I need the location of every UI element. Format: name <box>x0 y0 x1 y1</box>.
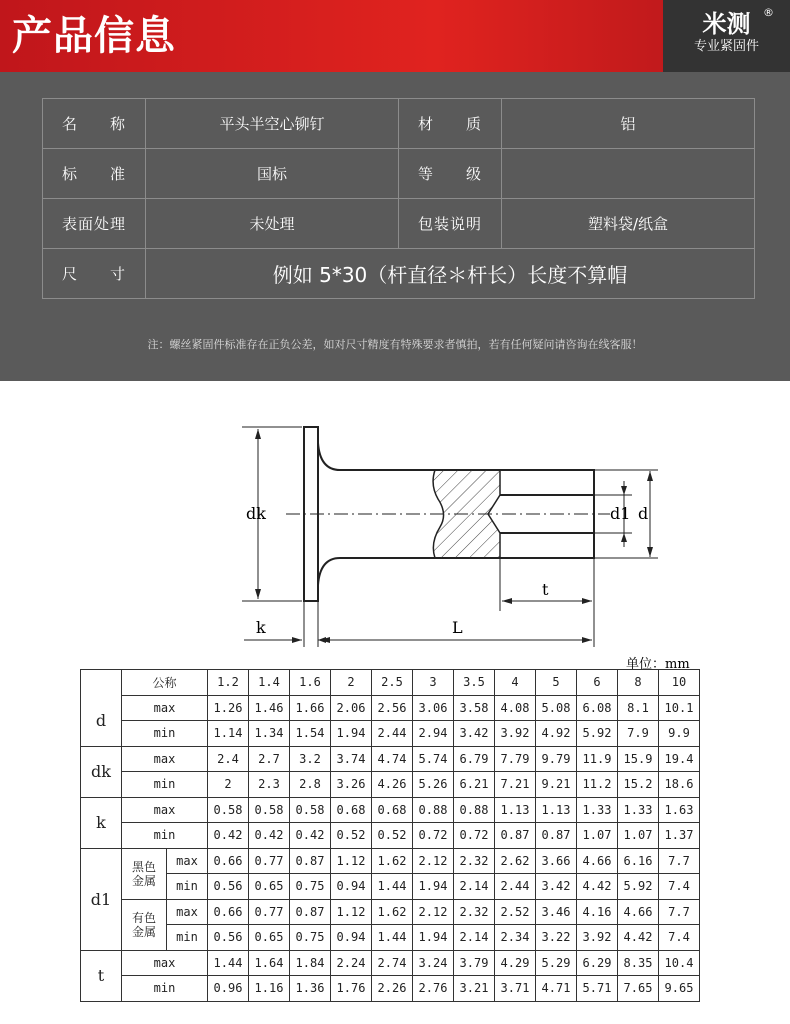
spec-row <box>43 99 755 149</box>
nominal-cell: 1.2 <box>208 670 249 696</box>
value-cell: 7.65 <box>618 976 659 1002</box>
spec-value: 未处理 <box>146 199 399 249</box>
value-cell: 3.2 <box>290 746 331 772</box>
row-label: min <box>122 772 208 798</box>
row-label: max <box>122 746 208 772</box>
value-cell: 0.77 <box>249 899 290 925</box>
spec-value: 国标 <box>146 149 399 199</box>
value-cell: 1.63 <box>659 797 700 823</box>
value-cell: 2.32 <box>454 899 495 925</box>
spec-value <box>502 149 755 199</box>
value-cell: 0.56 <box>208 874 249 900</box>
value-cell: 3.26 <box>331 772 372 798</box>
spec-label: 表面处理 <box>43 199 146 249</box>
value-cell: 4.66 <box>577 848 618 874</box>
material-label: 有色 金属 <box>122 899 167 950</box>
value-cell: 2.12 <box>413 899 454 925</box>
value-cell: 0.52 <box>331 823 372 849</box>
value-cell: 3.92 <box>495 721 536 747</box>
nominal-cell: 6 <box>577 670 618 696</box>
value-cell: 1.37 <box>659 823 700 849</box>
row-label: max <box>122 950 208 976</box>
brand-name: 米测 <box>702 10 751 38</box>
row-label: max <box>167 899 208 925</box>
value-cell: 3.74 <box>331 746 372 772</box>
value-cell: 0.65 <box>249 925 290 951</box>
value-cell: 2.74 <box>372 950 413 976</box>
value-cell: 2.14 <box>454 874 495 900</box>
dimension-table <box>80 669 700 1002</box>
value-cell: 0.42 <box>208 823 249 849</box>
value-cell: 2.94 <box>413 721 454 747</box>
value-cell: 7.4 <box>659 925 700 951</box>
value-cell: 3.79 <box>454 950 495 976</box>
row-label: max <box>167 848 208 874</box>
nominal-cell: 10 <box>659 670 700 696</box>
value-cell: 1.44 <box>372 925 413 951</box>
spec-row <box>43 199 755 249</box>
value-cell: 6.79 <box>454 746 495 772</box>
value-cell: 7.7 <box>659 899 700 925</box>
value-cell: 5.08 <box>536 695 577 721</box>
row-label: min <box>122 721 208 747</box>
table-row <box>81 797 700 823</box>
nominal-cell: 1.6 <box>290 670 331 696</box>
value-cell: 0.75 <box>290 925 331 951</box>
value-cell: 4.66 <box>618 899 659 925</box>
spec-label: 尺 寸 <box>43 249 146 299</box>
value-cell: 0.87 <box>290 899 331 925</box>
row-label: min <box>122 823 208 849</box>
tolerance-note: 注：螺丝紧固件标准存在正负公差，如对尺寸精度有特殊要求者慎拍，若有任何疑问请咨询在线客服！ <box>147 338 643 351</box>
value-cell: 2.32 <box>454 848 495 874</box>
value-cell: 0.58 <box>290 797 331 823</box>
table-row <box>81 746 700 772</box>
value-cell: 1.62 <box>372 899 413 925</box>
value-cell: 18.6 <box>659 772 700 798</box>
spec-table <box>42 98 755 299</box>
value-cell: 4.74 <box>372 746 413 772</box>
value-cell: 6.29 <box>577 950 618 976</box>
row-label: max <box>122 695 208 721</box>
value-cell: 6.16 <box>618 848 659 874</box>
value-cell: 1.94 <box>413 925 454 951</box>
material-label: 黑色 金属 <box>122 848 167 899</box>
brand-logo <box>663 0 790 72</box>
value-cell: 2.4 <box>208 746 249 772</box>
value-cell: 3.42 <box>454 721 495 747</box>
value-cell: 0.87 <box>495 823 536 849</box>
group-label-d: d <box>81 695 122 746</box>
value-cell: 2.34 <box>495 925 536 951</box>
value-cell: 0.66 <box>208 848 249 874</box>
l-dimension-label: L <box>452 618 463 637</box>
value-cell: 4.42 <box>577 874 618 900</box>
value-cell: 0.52 <box>372 823 413 849</box>
value-cell: 2.76 <box>413 976 454 1002</box>
value-cell: 3.42 <box>536 874 577 900</box>
value-cell: 0.87 <box>290 848 331 874</box>
value-cell: 0.88 <box>413 797 454 823</box>
value-cell: 15.9 <box>618 746 659 772</box>
value-cell: 5.29 <box>536 950 577 976</box>
value-cell: 3.24 <box>413 950 454 976</box>
value-cell: 1.84 <box>290 950 331 976</box>
nominal-cell: 3 <box>413 670 454 696</box>
value-cell: 1.33 <box>618 797 659 823</box>
value-cell: 1.16 <box>249 976 290 1002</box>
value-cell: 1.44 <box>372 874 413 900</box>
value-cell: 2.8 <box>290 772 331 798</box>
value-cell: 1.76 <box>331 976 372 1002</box>
spec-label: 标 准 <box>43 149 146 199</box>
value-cell: 1.62 <box>372 848 413 874</box>
unit-label: 单位：mm <box>626 657 690 672</box>
value-cell: 2.7 <box>249 746 290 772</box>
value-cell: 3.71 <box>495 976 536 1002</box>
nominal-cell: 3.5 <box>454 670 495 696</box>
d1-dimension-label: d1 <box>610 504 631 523</box>
value-cell: 4.29 <box>495 950 536 976</box>
value-cell: 1.44 <box>208 950 249 976</box>
value-cell: 5.74 <box>413 746 454 772</box>
value-cell: 4.42 <box>618 925 659 951</box>
value-cell: 11.2 <box>577 772 618 798</box>
spec-label: 材 质 <box>399 99 502 149</box>
value-cell: 2.52 <box>495 899 536 925</box>
value-cell: 7.4 <box>659 874 700 900</box>
table-row <box>81 695 700 721</box>
group-label-d1: d1 <box>81 848 122 950</box>
value-cell: 3.92 <box>577 925 618 951</box>
value-cell: 0.72 <box>454 823 495 849</box>
value-cell: 0.75 <box>290 874 331 900</box>
value-cell: 1.26 <box>208 695 249 721</box>
value-cell: 0.96 <box>208 976 249 1002</box>
value-cell: 0.42 <box>249 823 290 849</box>
value-cell: 3.66 <box>536 848 577 874</box>
value-cell: 6.21 <box>454 772 495 798</box>
value-cell: 9.9 <box>659 721 700 747</box>
value-cell: 1.94 <box>413 874 454 900</box>
spec-label: 名 称 <box>43 99 146 149</box>
spec-value: 例如 5*30（杆直径＊杆长）长度不算帽 <box>146 249 755 299</box>
value-cell: 1.66 <box>290 695 331 721</box>
k-dimension-label: k <box>256 618 266 637</box>
value-cell: 7.7 <box>659 848 700 874</box>
page-title: 产品信息 <box>12 13 176 59</box>
nominal-label: 公称 <box>122 670 208 696</box>
value-cell: 11.9 <box>577 746 618 772</box>
spec-value: 铝 <box>502 99 755 149</box>
value-cell: 2.14 <box>454 925 495 951</box>
table-row <box>81 721 700 747</box>
row-label: min <box>167 925 208 951</box>
value-cell: 2.24 <box>331 950 372 976</box>
value-cell: 5.92 <box>577 721 618 747</box>
nominal-cell: 5 <box>536 670 577 696</box>
value-cell: 1.07 <box>618 823 659 849</box>
value-cell: 0.94 <box>331 925 372 951</box>
brand-slogan: 专业紧固件 <box>693 39 759 54</box>
table-row <box>81 874 700 900</box>
product-info-panel <box>0 72 790 381</box>
header-banner <box>0 0 790 72</box>
registered-mark: ® <box>763 6 774 19</box>
group-label-dk: dk <box>81 746 122 797</box>
nominal-cell: 1.4 <box>249 670 290 696</box>
value-cell: 1.64 <box>249 950 290 976</box>
value-cell: 0.68 <box>331 797 372 823</box>
value-cell: 3.21 <box>454 976 495 1002</box>
value-cell: 0.87 <box>536 823 577 849</box>
value-cell: 3.46 <box>536 899 577 925</box>
table-row <box>81 670 700 696</box>
value-cell: 8.1 <box>618 695 659 721</box>
row-label: min <box>167 874 208 900</box>
table-row <box>81 976 700 1002</box>
value-cell: 0.42 <box>290 823 331 849</box>
value-cell: 2.56 <box>372 695 413 721</box>
value-cell: 1.33 <box>577 797 618 823</box>
value-cell: 1.13 <box>495 797 536 823</box>
group-label-k: k <box>81 797 122 848</box>
value-cell: 10.4 <box>659 950 700 976</box>
value-cell: 1.14 <box>208 721 249 747</box>
value-cell: 5.92 <box>618 874 659 900</box>
table-row <box>81 772 700 798</box>
value-cell: 9.79 <box>536 746 577 772</box>
value-cell: 19.4 <box>659 746 700 772</box>
value-cell: 1.36 <box>290 976 331 1002</box>
value-cell: 4.16 <box>577 899 618 925</box>
rivet-diagram <box>230 415 710 655</box>
value-cell: 3.22 <box>536 925 577 951</box>
value-cell: 0.58 <box>249 797 290 823</box>
value-cell: 4.92 <box>536 721 577 747</box>
table-cell <box>81 670 122 696</box>
dk-dimension-label: dk <box>246 504 266 523</box>
value-cell: 2.62 <box>495 848 536 874</box>
value-cell: 5.71 <box>577 976 618 1002</box>
nominal-cell: 4 <box>495 670 536 696</box>
spec-label: 包装说明 <box>399 199 502 249</box>
value-cell: 1.46 <box>249 695 290 721</box>
nominal-cell: 2 <box>331 670 372 696</box>
value-cell: 9.65 <box>659 976 700 1002</box>
value-cell: 4.26 <box>372 772 413 798</box>
table-row <box>81 925 700 951</box>
t-dimension-label: t <box>542 580 549 599</box>
value-cell: 0.65 <box>249 874 290 900</box>
nominal-cell: 8 <box>618 670 659 696</box>
value-cell: 3.06 <box>413 695 454 721</box>
value-cell: 0.56 <box>208 925 249 951</box>
value-cell: 4.71 <box>536 976 577 1002</box>
row-label: max <box>122 797 208 823</box>
value-cell: 15.2 <box>618 772 659 798</box>
value-cell: 2.44 <box>372 721 413 747</box>
d-dimension-label: d <box>638 504 649 523</box>
value-cell: 2.44 <box>495 874 536 900</box>
value-cell: 10.1 <box>659 695 700 721</box>
value-cell: 1.13 <box>536 797 577 823</box>
table-row <box>81 899 700 925</box>
value-cell: 0.88 <box>454 797 495 823</box>
value-cell: 0.58 <box>208 797 249 823</box>
value-cell: 7.9 <box>618 721 659 747</box>
value-cell: 8.35 <box>618 950 659 976</box>
value-cell: 2.06 <box>331 695 372 721</box>
value-cell: 6.08 <box>577 695 618 721</box>
value-cell: 2.26 <box>372 976 413 1002</box>
value-cell: 1.07 <box>577 823 618 849</box>
value-cell: 0.94 <box>331 874 372 900</box>
value-cell: 1.34 <box>249 721 290 747</box>
value-cell: 1.12 <box>331 899 372 925</box>
value-cell: 7.21 <box>495 772 536 798</box>
row-label: min <box>122 976 208 1002</box>
spec-label: 等 级 <box>399 149 502 199</box>
spec-value: 平头半空心铆钉 <box>146 99 399 149</box>
value-cell: 5.26 <box>413 772 454 798</box>
value-cell: 1.54 <box>290 721 331 747</box>
value-cell: 0.68 <box>372 797 413 823</box>
value-cell: 0.77 <box>249 848 290 874</box>
value-cell: 3.58 <box>454 695 495 721</box>
nominal-cell: 2.5 <box>372 670 413 696</box>
spec-row <box>43 249 755 299</box>
value-cell: 0.72 <box>413 823 454 849</box>
value-cell: 2.3 <box>249 772 290 798</box>
value-cell: 9.21 <box>536 772 577 798</box>
value-cell: 1.94 <box>331 721 372 747</box>
value-cell: 7.79 <box>495 746 536 772</box>
value-cell: 1.12 <box>331 848 372 874</box>
table-row <box>81 848 700 874</box>
value-cell: 4.08 <box>495 695 536 721</box>
group-label-t: t <box>81 950 122 1001</box>
value-cell: 0.66 <box>208 899 249 925</box>
value-cell: 2.12 <box>413 848 454 874</box>
table-row <box>81 950 700 976</box>
value-cell: 2 <box>208 772 249 798</box>
spec-row <box>43 149 755 199</box>
spec-value: 塑料袋/纸盒 <box>502 199 755 249</box>
table-row <box>81 823 700 849</box>
